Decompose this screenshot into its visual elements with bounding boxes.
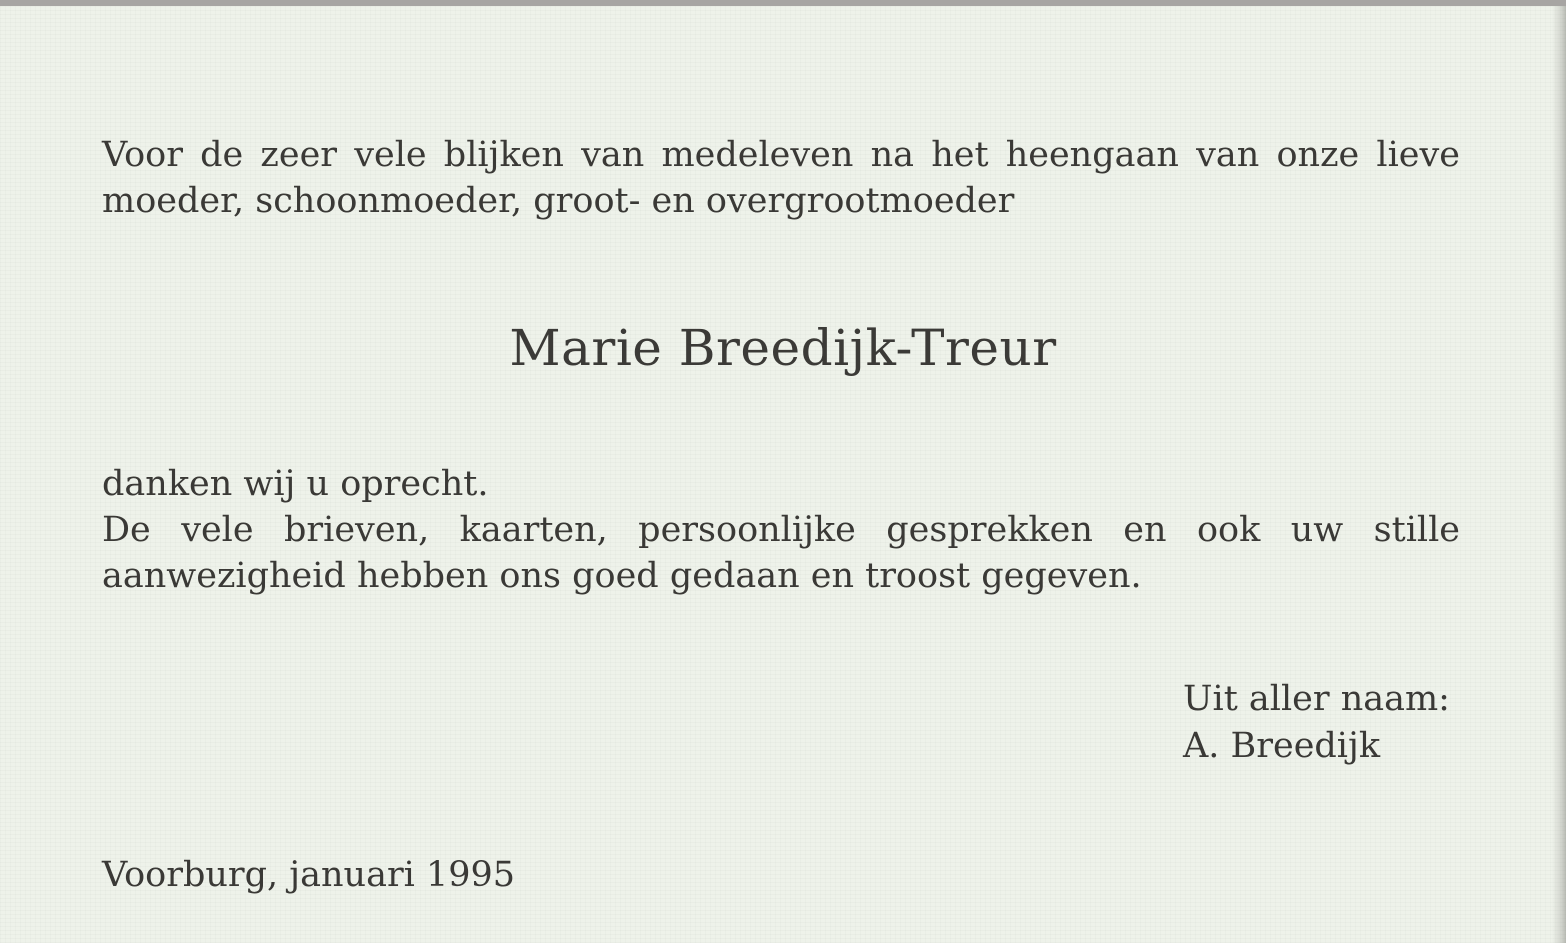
signoff xyxy=(1183,676,1450,770)
intro-line-2: moeder, schoonmoeder, groot- en overgrootmoeder xyxy=(102,181,1015,221)
thanks-paragraph xyxy=(102,461,1460,599)
intro-paragraph xyxy=(102,132,1460,224)
place-and-date: Voorburg, januari 1995 xyxy=(102,855,516,895)
intro-line-1: Voor de zeer vele blijken van medeleven na het heengaan van onze lieve xyxy=(102,135,1460,175)
thanks-line-3: aanwezigheid hebben ons goed gedaan en troost gegeven. xyxy=(102,556,1142,596)
thanks-line-2: De vele brieven, kaarten, persoonlijke gesprekken en ook uw stille xyxy=(102,510,1460,550)
signoff-line-1: Uit aller naam: xyxy=(1183,679,1450,719)
card-edge-shadow xyxy=(1552,6,1566,943)
signoff-signature: A. Breedijk xyxy=(1183,726,1381,766)
deceased-name: Marie Breedijk-Treur xyxy=(509,319,1057,377)
thanks-line-1: danken wij u oprecht. xyxy=(102,464,489,504)
